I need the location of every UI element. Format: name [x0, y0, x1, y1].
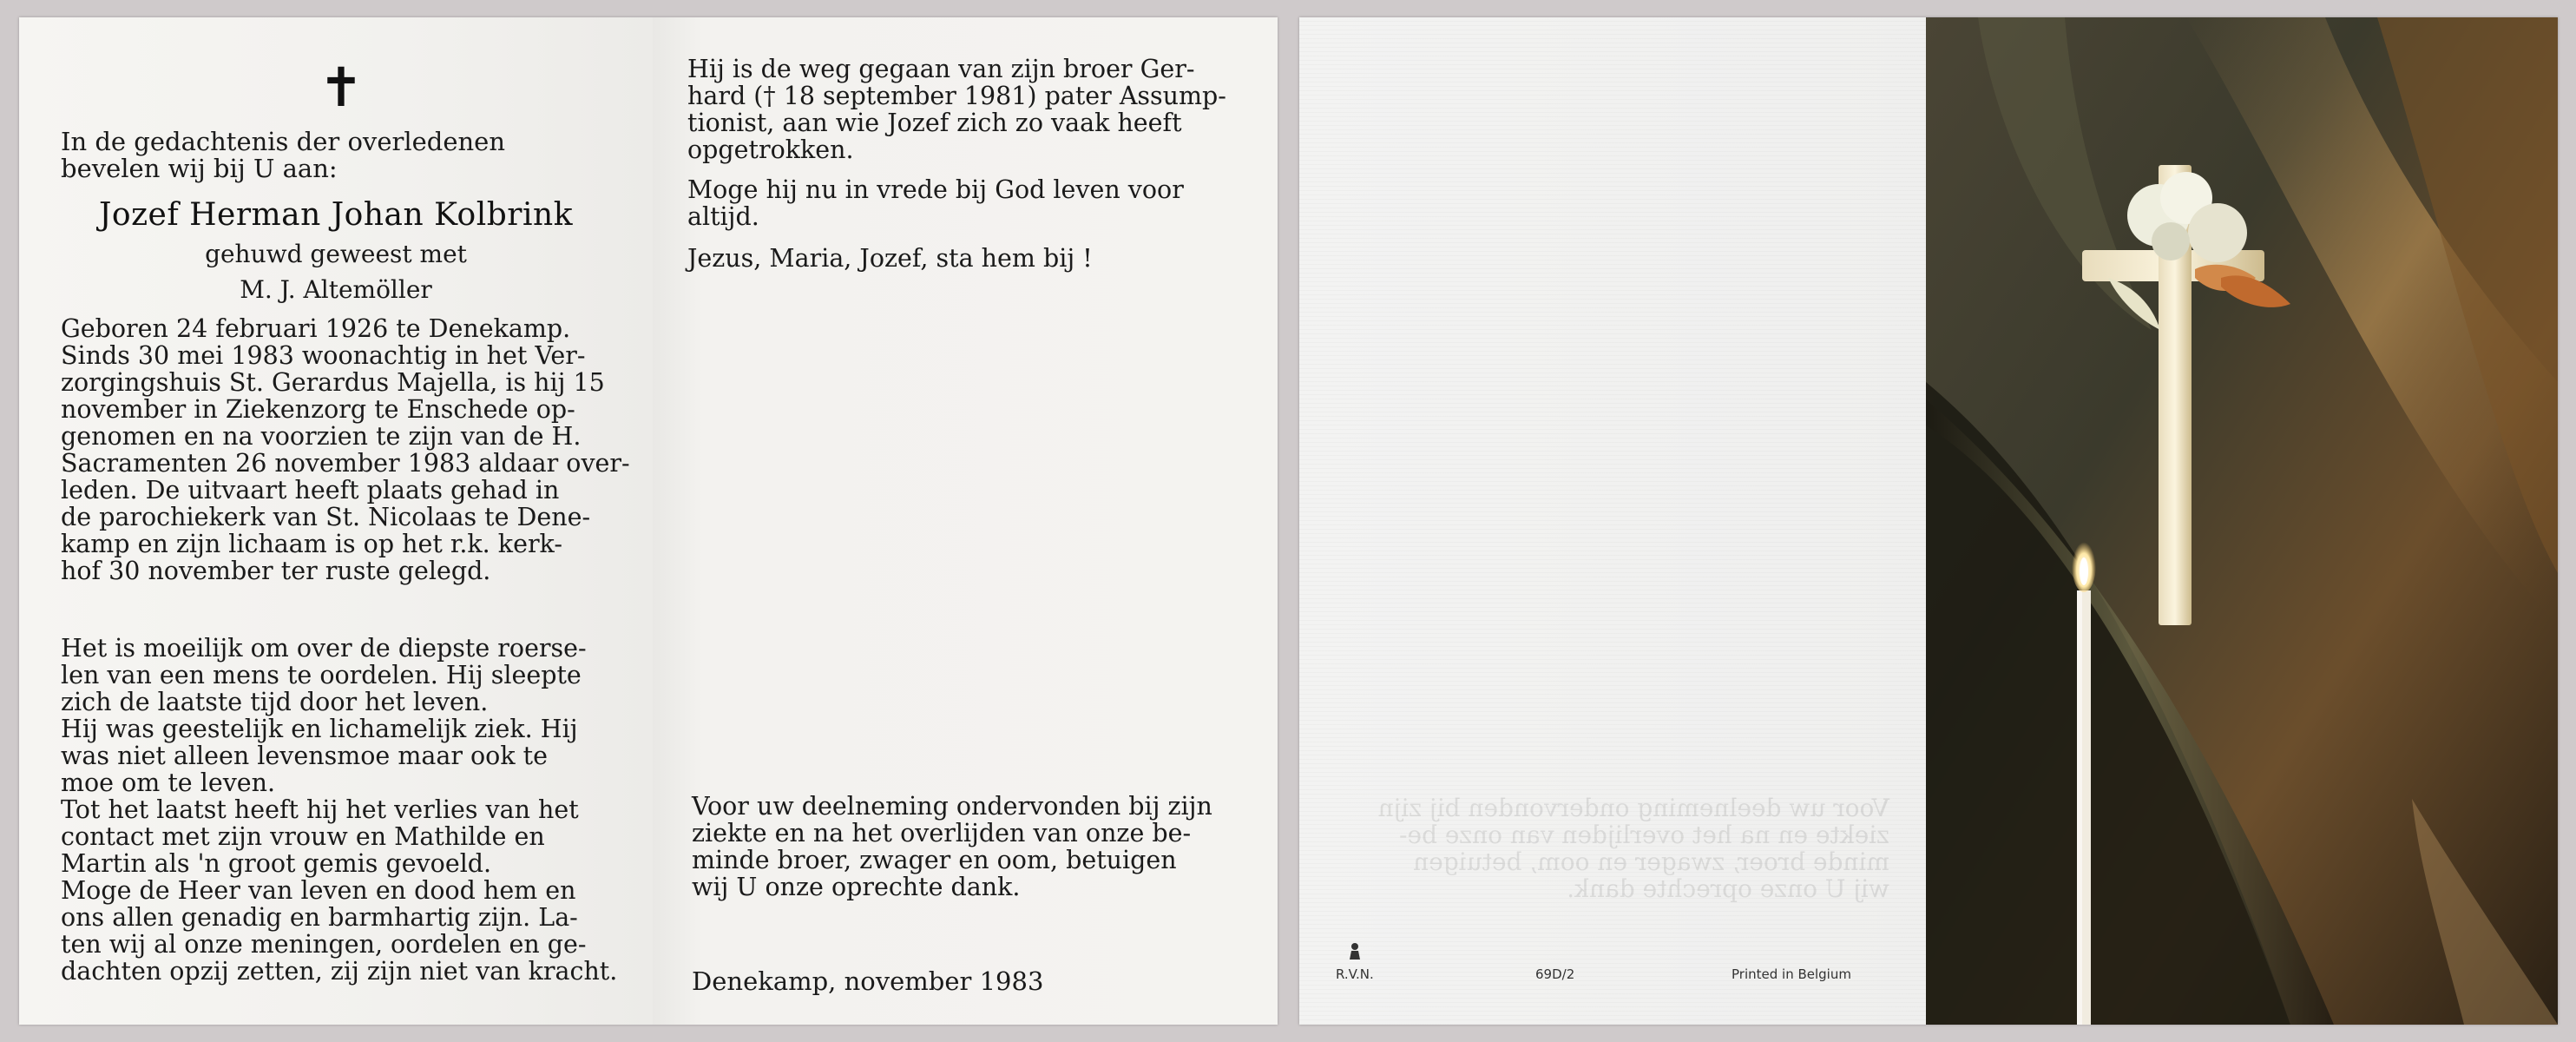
- text-line: Geboren 24 februari 1926 te Denekamp.: [61, 314, 571, 343]
- text-line: Tot het laatst heeft hij het verlies van het: [61, 795, 579, 824]
- text-line: dachten opzij zetten, zij zijn niet van kracht.: [61, 957, 618, 986]
- place-date: Denekamp, november 1983: [692, 966, 1044, 996]
- front-photo: [1926, 17, 2558, 1025]
- text-line: opgetrokken.: [687, 135, 854, 164]
- back-page: [1299, 17, 1926, 1025]
- deceased-name: Jozef Herman Johan Kolbrink: [98, 197, 574, 233]
- peace-paragraph: [687, 176, 1243, 230]
- cross-candle-photo: [1926, 17, 2558, 1025]
- memorial-card-right: [1299, 17, 2558, 1025]
- text-line: contact met zijn vrouw en Mathilde en: [61, 822, 545, 851]
- text-line: ziekte en na het overlijden van onze be-: [1398, 821, 1889, 849]
- spouse-name: M. J. Altemöller: [240, 275, 432, 304]
- reflection-paragraph: [61, 635, 629, 985]
- brother-paragraph: [687, 56, 1243, 163]
- text-line: minde broer, zwager en oom, betuigen: [1413, 847, 1889, 876]
- text-line: Moge hij nu in vrede bij God leven voor: [687, 175, 1184, 204]
- text-line: de parochiekerk van St. Nicolaas te Dene-: [61, 503, 591, 531]
- text-line: wij U onze oprechte dank.: [692, 873, 1021, 901]
- prayer-line: Jezus, Maria, Jozef, sta hem bij !: [687, 244, 1093, 273]
- text-line: ziekte en na het overlijden van onze be-: [692, 819, 1192, 847]
- text-line: Martin als 'n groot gemis gevoeld.: [61, 849, 492, 878]
- text-line: ten wij al onze meningen, oordelen en ge-: [61, 930, 587, 959]
- text-line: Het is moeilijk om over de diepste roerse-: [61, 634, 587, 663]
- text-line: Voor uw deelneming ondervonden bij zijn: [692, 792, 1212, 821]
- text-line: genomen en na voorzien te zijn van de H.: [61, 422, 582, 451]
- text-line: ons allen genadig en barmhartig zijn. La-: [61, 903, 578, 932]
- married-line: gehuwd geweest met: [205, 240, 467, 268]
- text-line: zorgingshuis St. Gerardus Majella, is hij 15: [61, 368, 605, 397]
- thanks-paragraph: [692, 793, 1247, 900]
- cross-icon: ✝: [319, 56, 364, 119]
- text-line: altijd.: [687, 202, 759, 231]
- text-line: leden. De uitvaart heeft plaats gehad in: [61, 476, 560, 505]
- intro-text: [61, 129, 547, 182]
- text-line: Hij was geestelijk en lichamelijk ziek. Hij: [61, 715, 578, 743]
- biography-paragraph: [61, 315, 629, 584]
- text-line: zich de laatste tijd door het leven.: [61, 688, 489, 716]
- intro-line: In de gedachtenis der overledenen: [61, 127, 506, 156]
- text-line: kamp en zijn lichaam is op het r.k. kerk-: [61, 530, 562, 558]
- printer-name: R.V.N.: [1336, 966, 1374, 982]
- printer-logo-icon: [1346, 940, 1364, 961]
- text-line: tionist, aan wie Jozef zich zo vaak heeft: [687, 109, 1182, 137]
- text-line: Sinds 30 mei 1983 woonachtig in het Ver-: [61, 341, 586, 370]
- show-through-text: [1334, 795, 1889, 902]
- text-line: Moge de Heer van leven en dood hem en: [61, 876, 576, 905]
- text-line: wij U onze oprechte dank.: [1567, 874, 1889, 903]
- memorial-card-left: [19, 17, 1278, 1025]
- text-line: moe om te leven.: [61, 768, 276, 797]
- text-line: november in Ziekenzorg te Enschede op-: [61, 395, 575, 424]
- text-line: len van een mens te oordelen. Hij sleepte: [61, 661, 582, 689]
- text-line: hard († 18 september 1981) pater Assump-: [687, 82, 1226, 110]
- text-line: Voor uw deelneming ondervonden bij zijn: [1377, 794, 1889, 822]
- text-line: Sacramenten 26 november 1983 aldaar over-: [61, 449, 630, 478]
- text-line: hof 30 november ter ruste gelegd.: [61, 557, 491, 585]
- printed-in-label: Printed in Belgium: [1732, 966, 1851, 982]
- text-line: was niet alleen levensmoe maar ook te: [61, 742, 548, 770]
- right-inner-page: [653, 17, 1278, 1025]
- card-code: 69D/2: [1535, 966, 1575, 982]
- text-line: minde broer, zwager en oom, betuigen: [692, 846, 1177, 874]
- left-inner-page: [19, 17, 653, 1025]
- intro-line: bevelen wij bij U aan:: [61, 154, 338, 183]
- text-line: Hij is de weg gegaan van zijn broer Ger-: [687, 55, 1195, 83]
